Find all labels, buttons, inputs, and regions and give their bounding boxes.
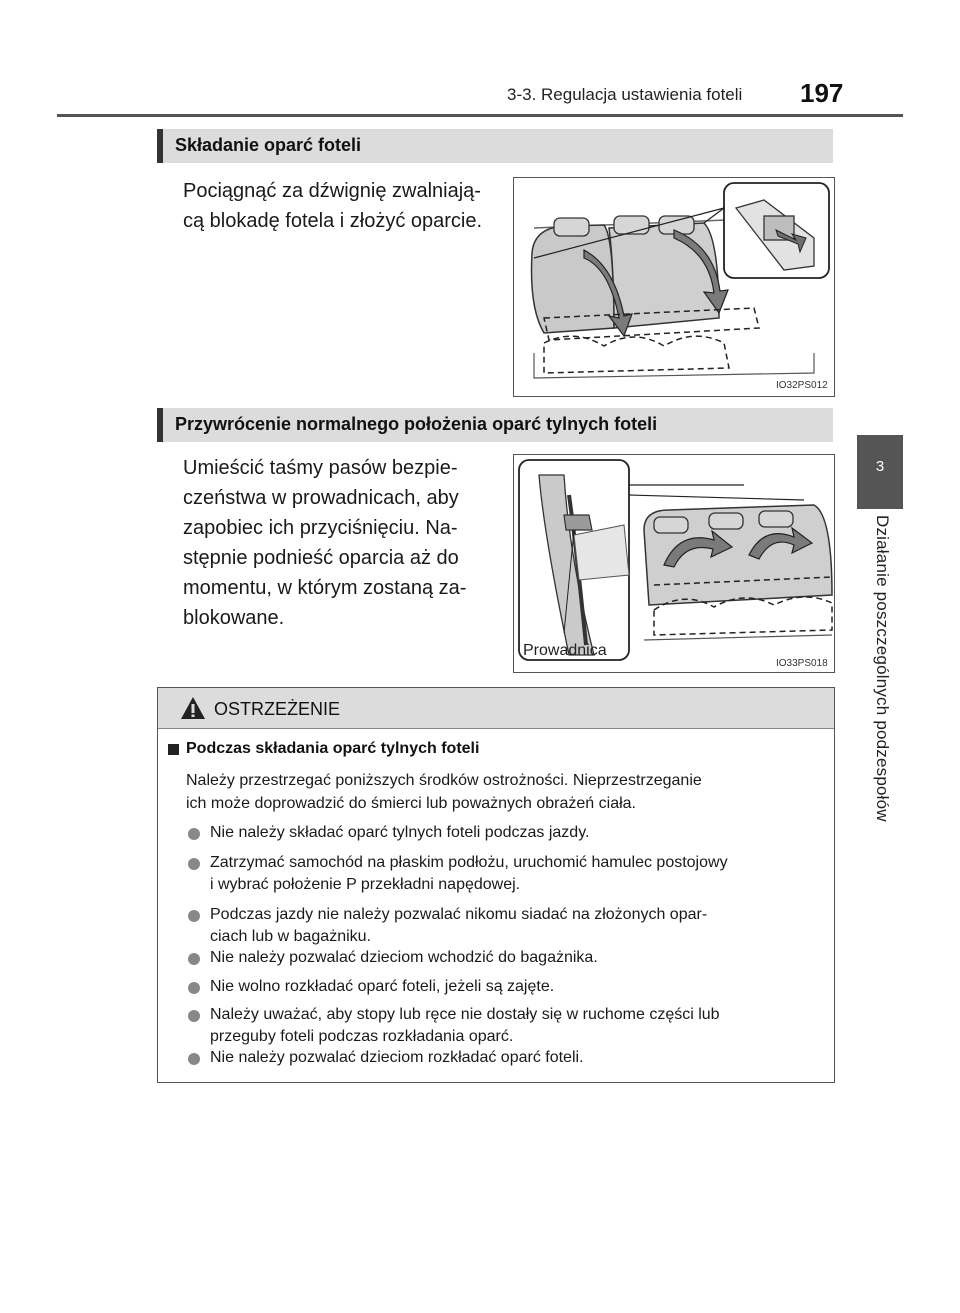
warning-item: [210, 1047, 814, 1069]
round-bullet-icon: [188, 982, 200, 994]
warning-item-line: Nie wolno rozkładać oparć foteli, jeżeli są zajęte.: [210, 978, 555, 995]
section2-text-line: momentu, w którym zostaną za-: [183, 577, 467, 599]
warning-header: [158, 688, 834, 729]
seatback-left: [532, 225, 615, 333]
warning-intro-line: Należy przestrzegać poniższych środków ostrożności. Nieprzestrzeganie: [186, 772, 702, 789]
section2-text-line: zapobiec ich przyciśnięciu. Na-: [183, 517, 458, 539]
section2-text-line: stępnie podnieść oparcia aż do: [183, 547, 459, 569]
figure-code: IO32PS012: [776, 380, 828, 391]
warning-item-line: Nie należy pozwalać dzieciom wchodzić do bagażnika.: [210, 949, 598, 966]
warning-triangle-icon: [180, 696, 206, 720]
headrest: [614, 216, 649, 234]
warning-item-line: ciach lub w bagażniku.: [210, 928, 371, 945]
round-bullet-icon: [188, 953, 200, 965]
warning-item: [210, 904, 814, 948]
section1-text: [183, 176, 503, 236]
section2-text: [183, 453, 491, 633]
warning-intro: [186, 769, 812, 815]
warning-item: [210, 852, 814, 896]
seat-restore-illustration: [514, 455, 834, 672]
section-heading-restore: [157, 408, 833, 442]
header-rule: [57, 114, 903, 117]
headrest: [654, 517, 688, 533]
section1-text-line: Pociągnąć za dźwignię zwalniają-: [183, 180, 481, 202]
chapter-tab-label: Działanie poszczególnych podzespołów: [873, 515, 892, 822]
round-bullet-icon: [188, 828, 200, 840]
running-header-section: 3-3. Regulacja ustawienia foteli: [507, 85, 743, 104]
warning-item-line: i wybrać położenie P przekładni napędowej.: [210, 876, 521, 893]
round-bullet-icon: [188, 1010, 200, 1022]
section2-text-line: Umieścić taśmy pasów bezpie-: [183, 457, 458, 479]
chapter-tab-number: 3: [875, 458, 885, 475]
warning-item-line: Należy uważać, aby stopy lub ręce nie dostały się w ruchome części lub: [210, 1006, 720, 1023]
warning-box: [157, 687, 835, 1083]
headrest: [759, 511, 793, 527]
warning-item-line: Nie należy składać oparć tylnych foteli podczas jazdy.: [210, 824, 590, 841]
folded-cushion-outline: [544, 336, 729, 373]
warning-item: [210, 822, 814, 844]
section-heading-restore-text: Przywrócenie normalnego położenia oparć tylnych foteli: [175, 414, 658, 434]
section-heading-folding-text: Składanie oparć foteli: [175, 135, 362, 155]
warning-item: [210, 947, 814, 969]
section-heading-folding: [157, 129, 833, 163]
warning-item-line: Nie należy pozwalać dzieciom rozkładać oparć foteli.: [210, 1049, 584, 1066]
warning-intro-line: ich może doprowadzić do śmierci lub poważnych obrażeń ciała.: [186, 795, 636, 812]
section2-text-line: czeństwa w prowadnicach, aby: [183, 487, 459, 509]
round-bullet-icon: [188, 1053, 200, 1065]
heading-accent-bar: [157, 408, 163, 442]
page-number: 197: [800, 78, 844, 108]
section1-text-line: cą blokadę fotela i złożyć oparcie.: [183, 210, 483, 232]
headrest: [709, 513, 743, 529]
warning-item: [210, 1004, 814, 1048]
figure-code: IO33PS018: [776, 658, 828, 669]
warning-title: OSTRZEŻENIE: [214, 699, 341, 719]
warning-item: [210, 976, 814, 998]
round-bullet-icon: [188, 910, 200, 922]
belt-guide: [564, 515, 592, 530]
seat-folding-illustration: [514, 178, 834, 396]
section2-text-line: blokowane.: [183, 607, 285, 629]
warning-item-line: Zatrzymać samochód na płaskim podłożu, uruchomić hamulec postojowy: [210, 854, 728, 871]
warning-item-line: przeguby foteli podczas rozkładania oparć.: [210, 1028, 514, 1045]
warning-subtitle: Podczas składania oparć tylnych foteli: [186, 740, 480, 757]
figure-restore-seatbacks: [513, 454, 835, 673]
warning-item-line: Podczas jazdy nie należy pozwalać nikomu siadać na złożonych opar-: [210, 906, 708, 923]
round-bullet-icon: [188, 858, 200, 870]
figure-fold-seatbacks: [513, 177, 835, 397]
heading-accent-bar: [157, 129, 163, 163]
headrest: [554, 218, 589, 236]
square-bullet-icon: [168, 744, 179, 755]
figure-callout-label: Prowadnica: [523, 642, 607, 659]
